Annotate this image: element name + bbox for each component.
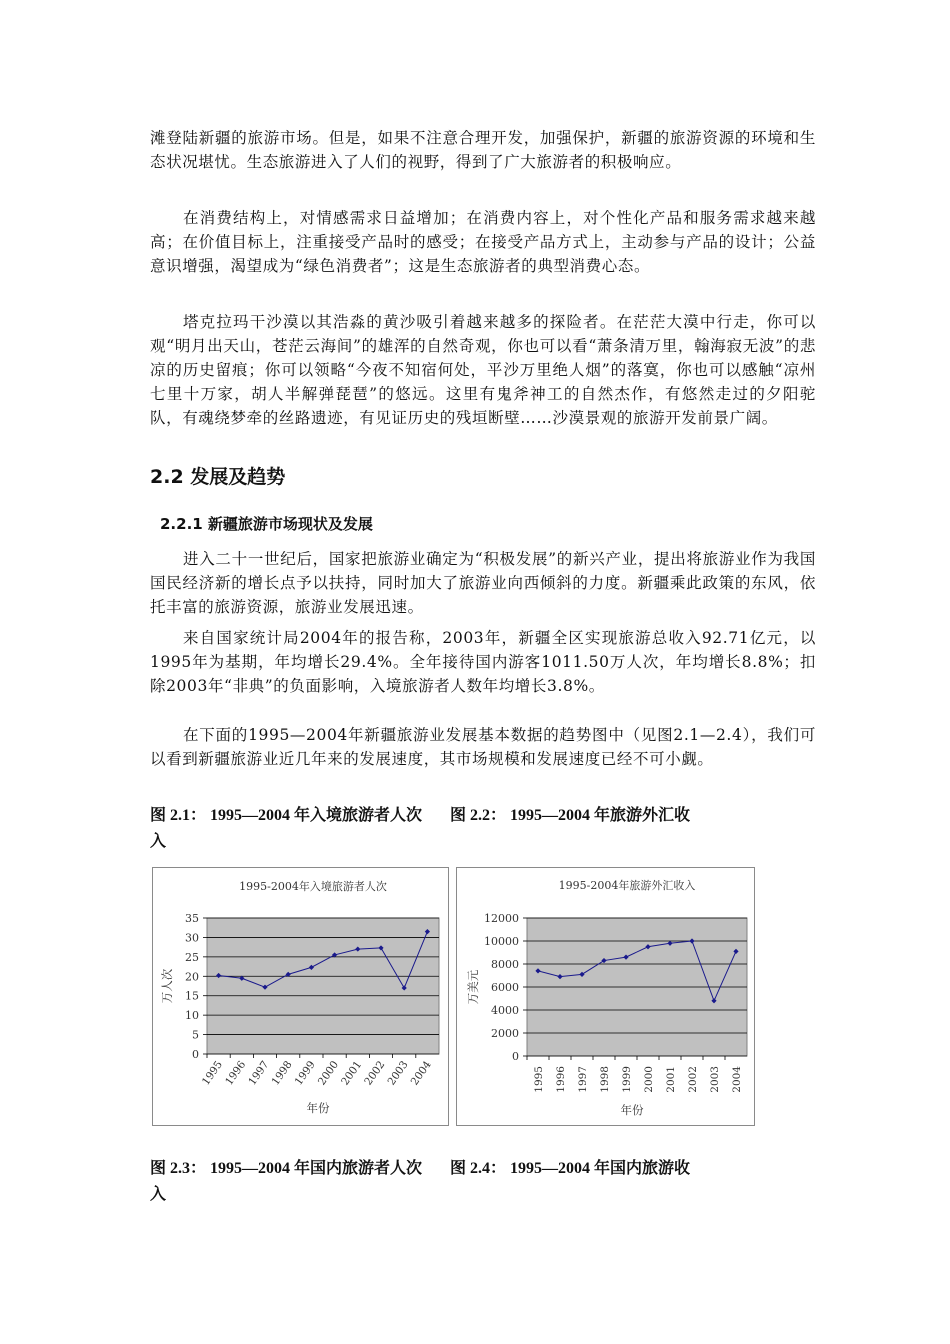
chart2-y-tick-label: 10000: [484, 935, 519, 948]
chart2-x-tick-label: 2003: [709, 1066, 721, 1093]
paragraph-policy: 进入二十一世纪后，国家把旅游业确定为“积极发展”的新兴产业，提出将旅游业作为我国国民经济新的增长点予以扶持，同时加大了旅游业向西倾斜的力度。新疆乘此政策的东风，依托丰富的旅游资源，旅游业发展迅速。: [150, 550, 816, 616]
chart2-x-tick-label: 2000: [643, 1066, 655, 1093]
chart1-y-tick-label: 0: [192, 1048, 199, 1061]
figure-caption-2-2: 图 2.2： 1995—2004 年旅游外汇收: [450, 807, 691, 824]
chart2-x-tick-label: 2001: [665, 1066, 677, 1093]
chart2-x-tick-label: 1997: [577, 1066, 589, 1093]
chart2-y-tick-label: 4000: [491, 1004, 519, 1017]
chart2-y-tick-label: 8000: [491, 958, 519, 971]
chart1-y-tick-label: 5: [192, 1028, 199, 1042]
chart1-y-tick-label: 30: [185, 931, 199, 945]
chart-forex-income-svg: [457, 868, 754, 1125]
chart1-y-tick-label: 20: [185, 970, 199, 984]
chart2-y-tick-label: 6000: [491, 981, 519, 994]
figure-caption-row-2: [150, 1156, 820, 1208]
chart2-x-tick-label: 2002: [687, 1066, 699, 1093]
paragraph-consumption: 在消费结构上，对情感需求日益增加；在消费内容上，对个性化产品和服务需求越来越高；在价值目标上，注重接受产品时的感受；在接受产品方式上，主动参与产品的设计；公益意识增强，渴望成为“绿色消费者”；这是生态旅游者的典型消费心态。: [150, 209, 816, 275]
chart1-x-tick-label: 1997: [246, 1058, 272, 1088]
chart1-x-tick-label: 2000: [315, 1058, 342, 1088]
paragraph-ecotourism: 滩登陆新疆的旅游市场。但是，如果不注意合理开发，加强保护，新疆的旅游资源的环境和生态状况堪忧。生态旅游进入了人们的视野，得到了广大旅游者的积极响应。: [150, 129, 816, 171]
figure-caption-2-4: 图 2.4： 1995—2004 年国内旅游收: [450, 1160, 691, 1177]
chart1-x-tick-label: 2003: [385, 1058, 411, 1088]
paragraph-trend: 在下面的1995—2004年新疆旅游业发展基本数据的趋势图中（见图2.1—2.4），我们可以看到新疆旅游业近几年来的发展速度，其市场规模和发展速度已经不可小觑。: [150, 726, 816, 768]
chart2-y-tick-label: 0: [512, 1050, 519, 1063]
chart2-x-tick-label: 1995: [533, 1066, 545, 1093]
figure-caption-2-2-cont: 入: [150, 833, 167, 850]
figure-caption-2-1: 图 2.1： 1995—2004 年入境旅游者人次: [150, 807, 423, 824]
chart1-x-tick-label: 2002: [362, 1058, 388, 1088]
chart2-y-tick-label: 2000: [491, 1027, 519, 1040]
figure-caption-row-1: [150, 803, 820, 855]
chart2-x-axis-label: 年份: [620, 1103, 644, 1117]
paragraph-desert: 塔克拉玛干沙漠以其浩淼的黄沙吸引着越来越多的探险者。在茫茫大漠中行走，你可以观“明月出天山，苍茫云海间”的雄浑的自然奇观，你也可以看“萧条清万里，翰海寂无波”的悲凉的历史留痕；你可以领略“今夜不知宿何处，平沙万里绝人烟”的落寞，你也可以感触“凉州七里十万家，胡人半解弹琵琶”的悠远。这里有鬼斧神工的自然杰作，有悠然走过的夕阳驼队，有魂绕梦牵的丝路遗迹，有见证历史的残垣断壁……沙漠景观的旅游开发前景广阔。: [150, 313, 816, 427]
section-heading-2-2: 2.2 发展及趋势: [150, 466, 286, 488]
chart2-x-tick-label: 1996: [555, 1066, 567, 1093]
chart1-y-tick-label: 25: [185, 950, 199, 964]
chart1-y-axis-label: 万人次: [160, 968, 174, 1004]
chart2-x-tick-label: 1998: [599, 1066, 611, 1093]
chart-inbound-tourists: [152, 867, 449, 1126]
chart1-y-tick-label: 35: [185, 912, 199, 925]
chart2-x-tick-label: 1999: [621, 1066, 633, 1093]
chart1-x-tick-label: 1998: [269, 1058, 295, 1088]
chart2-title: 1995-2004年旅游外汇收入: [558, 879, 696, 892]
chart1-x-tick-label: 2004: [408, 1058, 434, 1088]
figure-caption-2-4-cont: 入: [150, 1186, 167, 1203]
section-heading-2-2-1: 2.2.1 新疆旅游市场现状及发展: [160, 515, 373, 533]
chart1-x-tick-label: 2001: [339, 1058, 365, 1088]
chart2-y-axis-label: 万美元: [466, 969, 480, 1005]
chart1-y-tick-label: 10: [185, 1009, 199, 1023]
chart1-x-tick-label: 1995: [199, 1058, 226, 1088]
chart2-x-tick-label: 2004: [731, 1066, 743, 1093]
chart2-y-tick-label: 12000: [484, 912, 519, 925]
chart1-y-tick-label: 15: [185, 989, 199, 1003]
chart-forex-income: [456, 867, 755, 1126]
chart1-x-axis-label: 年份: [306, 1101, 330, 1115]
chart1-x-tick-label: 1996: [223, 1058, 249, 1088]
chart1-title: 1995-2004年入境旅游者人次: [239, 880, 387, 893]
chart1-x-tick-label: 1999: [292, 1058, 318, 1088]
chart-inbound-tourists-svg: [153, 868, 448, 1125]
figure-caption-2-3: 图 2.3： 1995—2004 年国内旅游者人次: [150, 1160, 423, 1177]
paragraph-statistics: 来自国家统计局2004年的报告称，2003年，新疆全区实现旅游总收入92.71亿元，以1995年为基期，年均增长29.4%。全年接待国内游客1011.50万人次，年均增长8.8%；扣除2003年“非典”的负面影响，入境旅游者人数年均增长3.8%。: [150, 629, 816, 695]
